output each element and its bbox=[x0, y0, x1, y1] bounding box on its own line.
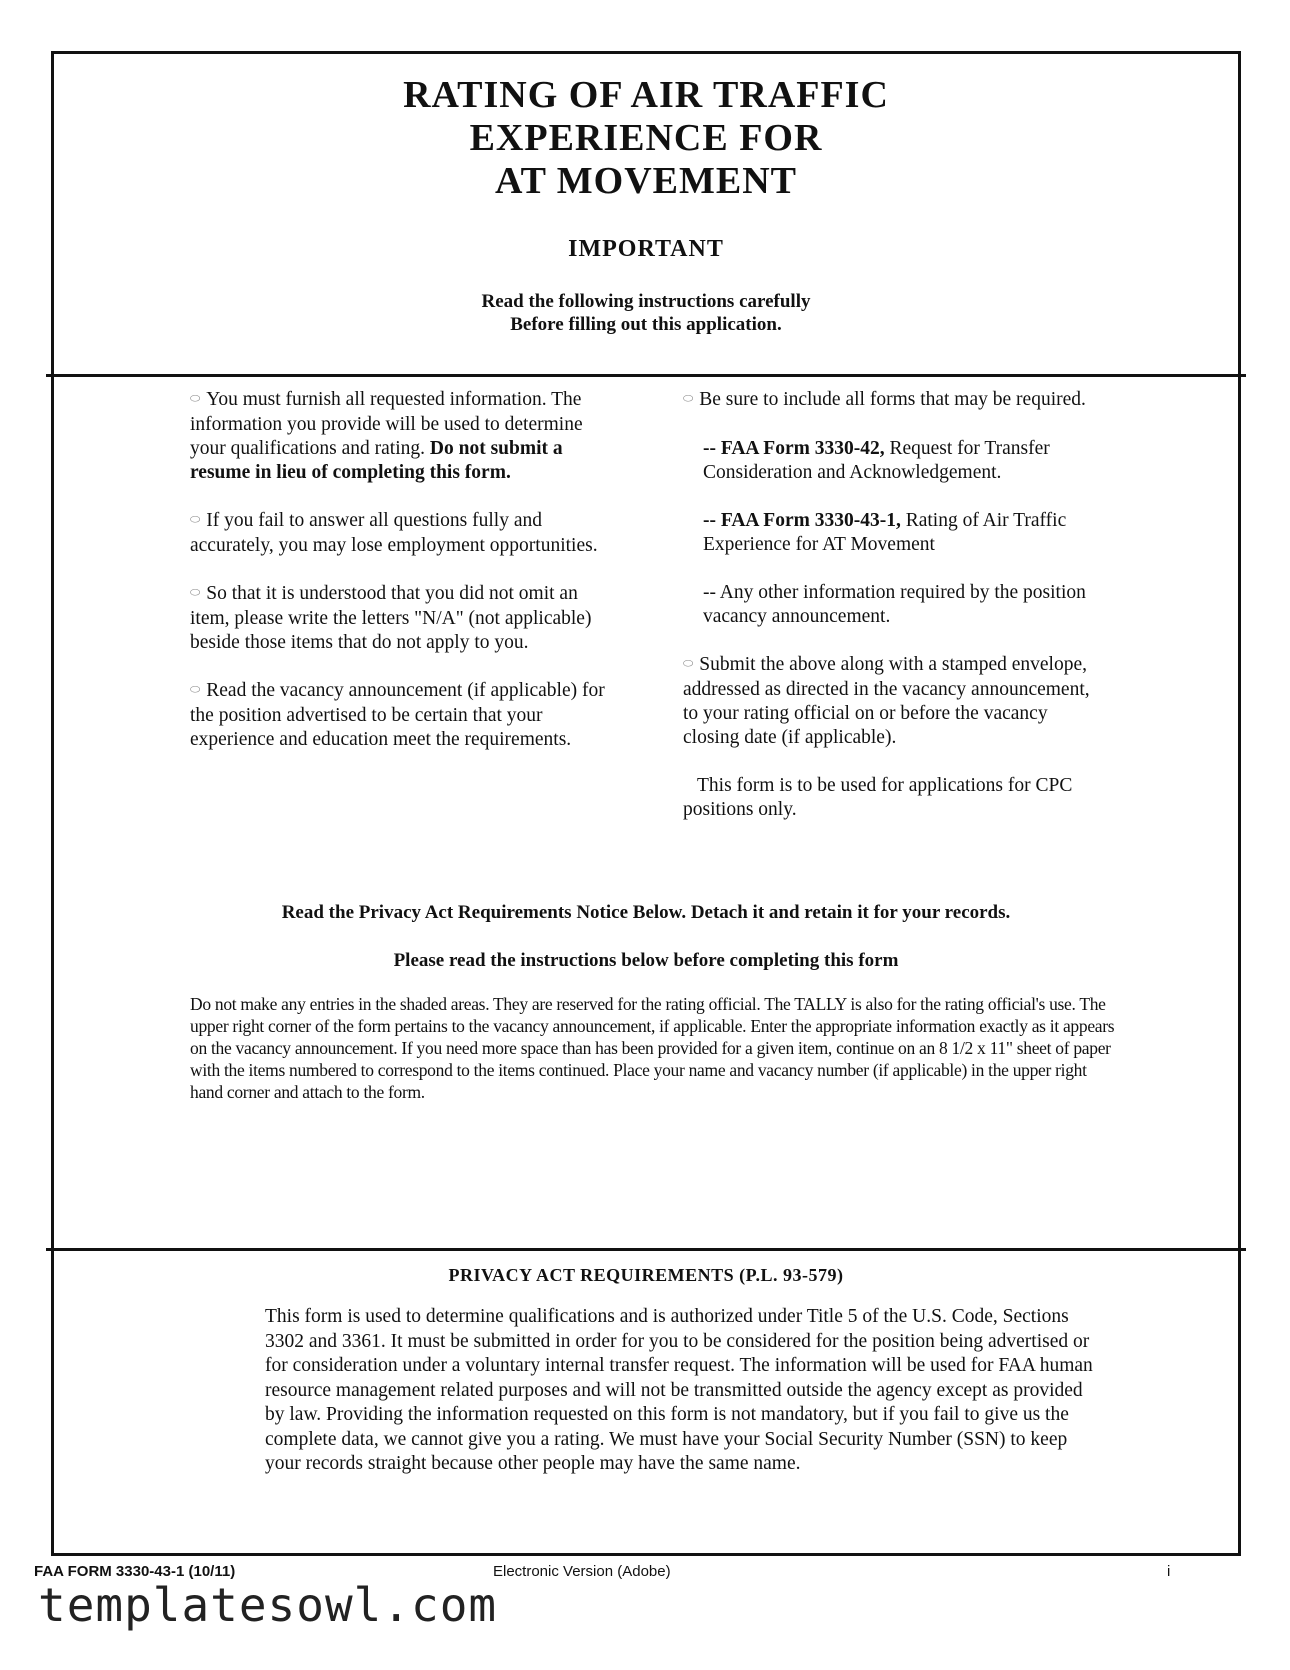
instruction-write-na: ⬭ So that it is understood that you did not omit an item, please write the letters "N/A" (not applicable) beside those items that do not apply to you. bbox=[190, 583, 592, 653]
instruction-submit-envelope: ⬭ Submit the above along with a stamped envelope, addressed as directed in the vacancy announcement, to your rating official on or before the vacancy closing date (if applicable). bbox=[683, 654, 1090, 748]
form-item-3330-43-1: -- FAA Form 3330-43-1, Rating of Air Traffic Experience for AT Movement bbox=[703, 510, 1067, 555]
cpc-positions-note: This form is to be used for applications for CPC positions only. bbox=[683, 775, 1073, 820]
instructions-right-column bbox=[683, 388, 1103, 846]
footer-form-id: FAA FORM 3330-43-1 (10/11) bbox=[34, 1563, 236, 1580]
divider-bottom bbox=[46, 1248, 1246, 1251]
form-item-3330-42: -- FAA Form 3330-42, Request for Transfer Consideration and Acknowledgement. bbox=[703, 438, 1050, 483]
read-line-1: Read the following instructions carefully bbox=[481, 291, 811, 312]
bullet-icon: ⬭ bbox=[190, 512, 201, 526]
privacy-act-title: PRIVACY ACT REQUIREMENTS (P.L. 93-579) bbox=[448, 1265, 844, 1285]
important-heading: IMPORTANT bbox=[568, 236, 724, 262]
form-title bbox=[51, 74, 1241, 203]
bullet-icon: ⬭ bbox=[190, 585, 201, 599]
footer-page-number: i bbox=[1167, 1563, 1171, 1580]
divider-top bbox=[46, 374, 1246, 377]
title-line-1: RATING OF AIR TRAFFIC bbox=[403, 74, 889, 116]
bullet-icon: ⬭ bbox=[683, 391, 694, 405]
instruction-furnish-info: ⬭ You must furnish all requested information. The information you provide will be used to determine your qualifications and rating. Do not submit a resume in lieu of completing this form. bbox=[190, 389, 583, 483]
instruction-answer-fully: ⬭ If you fail to answer all questions fully and accurately, you may lose employment opportunities. bbox=[190, 510, 598, 556]
please-read-line: Please read the instructions below before completing this form bbox=[393, 950, 899, 971]
no-resume-warning: Do not submit a resume in lieu of completing this form. bbox=[190, 438, 563, 483]
read-instructions-note bbox=[51, 290, 1241, 336]
privacy-notice-line: Read the Privacy Act Requirements Notice Below. Detach it and retain it for your records. bbox=[281, 902, 1011, 923]
instruction-read-vacancy: ⬭ Read the vacancy announcement (if applicable) for the position advertised to be certain that your experience and education meet the requirements. bbox=[190, 680, 605, 750]
watermark-text: templatesowl.com bbox=[38, 1578, 498, 1632]
title-line-2: EXPERIENCE FOR bbox=[469, 117, 823, 159]
title-line-3: AT MOVEMENT bbox=[495, 160, 797, 202]
instruction-include-forms: ⬭ Be sure to include all forms that may be required. bbox=[683, 389, 1086, 410]
bullet-icon: ⬭ bbox=[190, 682, 201, 696]
bullet-icon: ⬭ bbox=[190, 391, 201, 405]
instructions-left-column bbox=[190, 388, 610, 776]
read-line-2: Before filling out this application. bbox=[510, 314, 782, 335]
shaded-areas-instructions: Do not make any entries in the shaded areas. They are reserved for the rating official. The TALLY is also for the rating official's use. The upper right corner of the form pertains to the vacancy announcement, if applicable. Enter the appropriate information exactly as it appears on the vacancy announcement. If you need more space than has been provided for a given item, continue on an 8 1/2 x 11" sheet of paper with the items numbered to correspond to the items continued. Place your name and vacancy number (if applicable) in the upper right hand corner and attach to the form. bbox=[190, 994, 1115, 1102]
privacy-act-body: This form is used to determine qualifications and is authorized under Title 5 of the U.S. Code, Sections 3302 and 3361. It must be submitted in order for you to be considered for the position being advertised or for consideration under a voluntary internal transfer request. The information will be used for FAA human resource management related purposes and will not be transmitted outside the agency except as provided by law. Providing the information requested on this form is not mandatory, but if you fail to give us the complete data, we cannot give you a rating. We must have your Social Security Number (SSN) to keep your records straight because other people may have the same name. bbox=[265, 1306, 1093, 1474]
footer-edition: Electronic Version (Adobe) bbox=[493, 1563, 671, 1580]
form-item-other: -- Any other information required by the position vacancy announcement. bbox=[703, 582, 1086, 627]
bullet-icon: ⬭ bbox=[683, 656, 694, 670]
